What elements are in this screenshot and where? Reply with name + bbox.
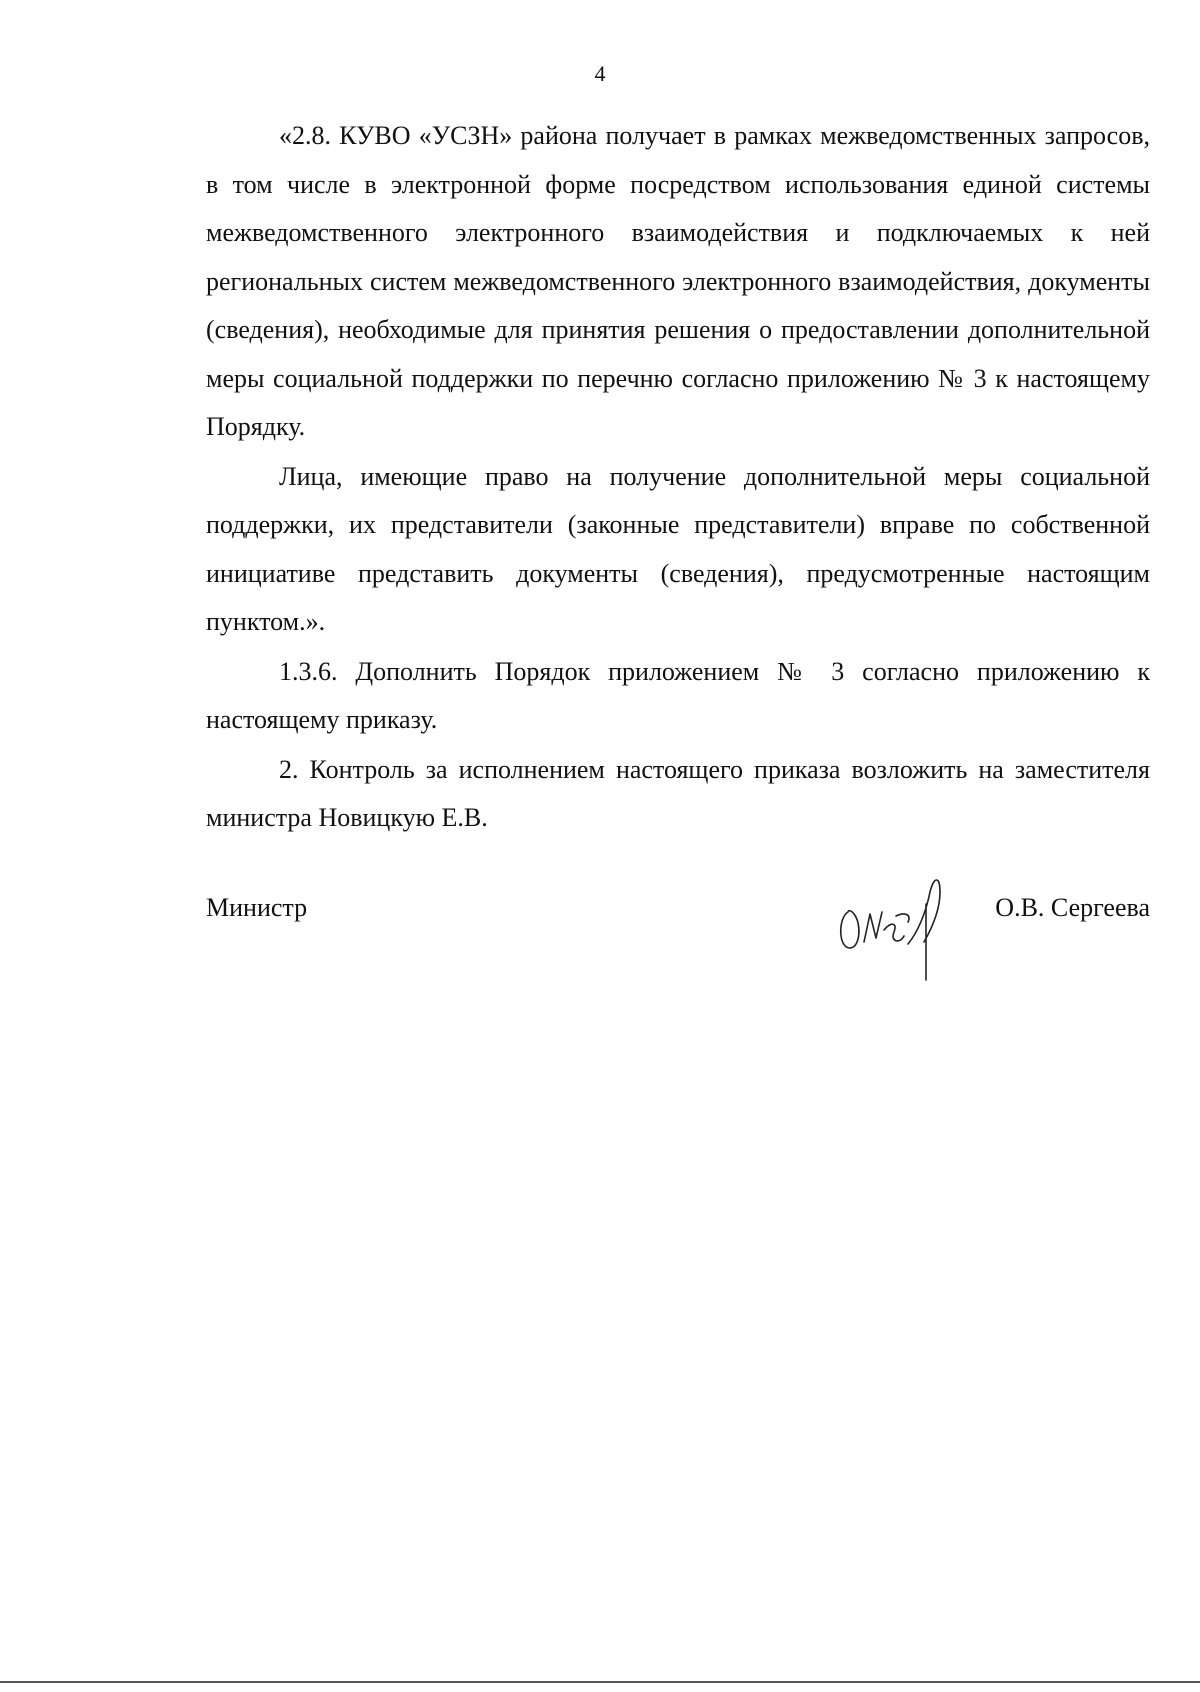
paragraph-2-8: «2.8. КУВО «УСЗН» района получает в рамках межведомственных запросов, в том числе в электронной форме посредством использования единой системы межведомственного электронного взаимодействия и подключаемых к ней региональных систем межведомственного электронного взаимодействия, документы (сведения), необходимые для принятия решения о предоставлении дополнительной меры социальной поддержки по перечню согласно приложению № 3 к настоящему Порядку. — [206, 121, 1150, 441]
paragraph-1-3-6: 1.3.6. Дополнить Порядок приложением № 3 согласно приложению к настоящему приказу. — [206, 656, 1150, 734]
document-body — [206, 112, 1150, 844]
paragraph-representatives: Лица, имеющие право на получение дополнительной меры социальной поддержки, их представители (законные представители) вправе по собственной инициативе представить документы (сведения), предусмотренные настоящим пунктом.». — [206, 461, 1150, 636]
signer-name: О.В. Сергеева — [995, 893, 1150, 922]
page-bottom-rule — [0, 1681, 1200, 1683]
paragraph-control: 2. Контроль за исполнением настоящего приказа возложить на заместителя министра Новицкую Е.В. — [206, 754, 1150, 832]
signature-block — [206, 888, 1150, 928]
page-number: 4 — [594, 61, 606, 86]
handwritten-signature — [834, 852, 964, 982]
signer-title: Министр — [206, 893, 308, 922]
